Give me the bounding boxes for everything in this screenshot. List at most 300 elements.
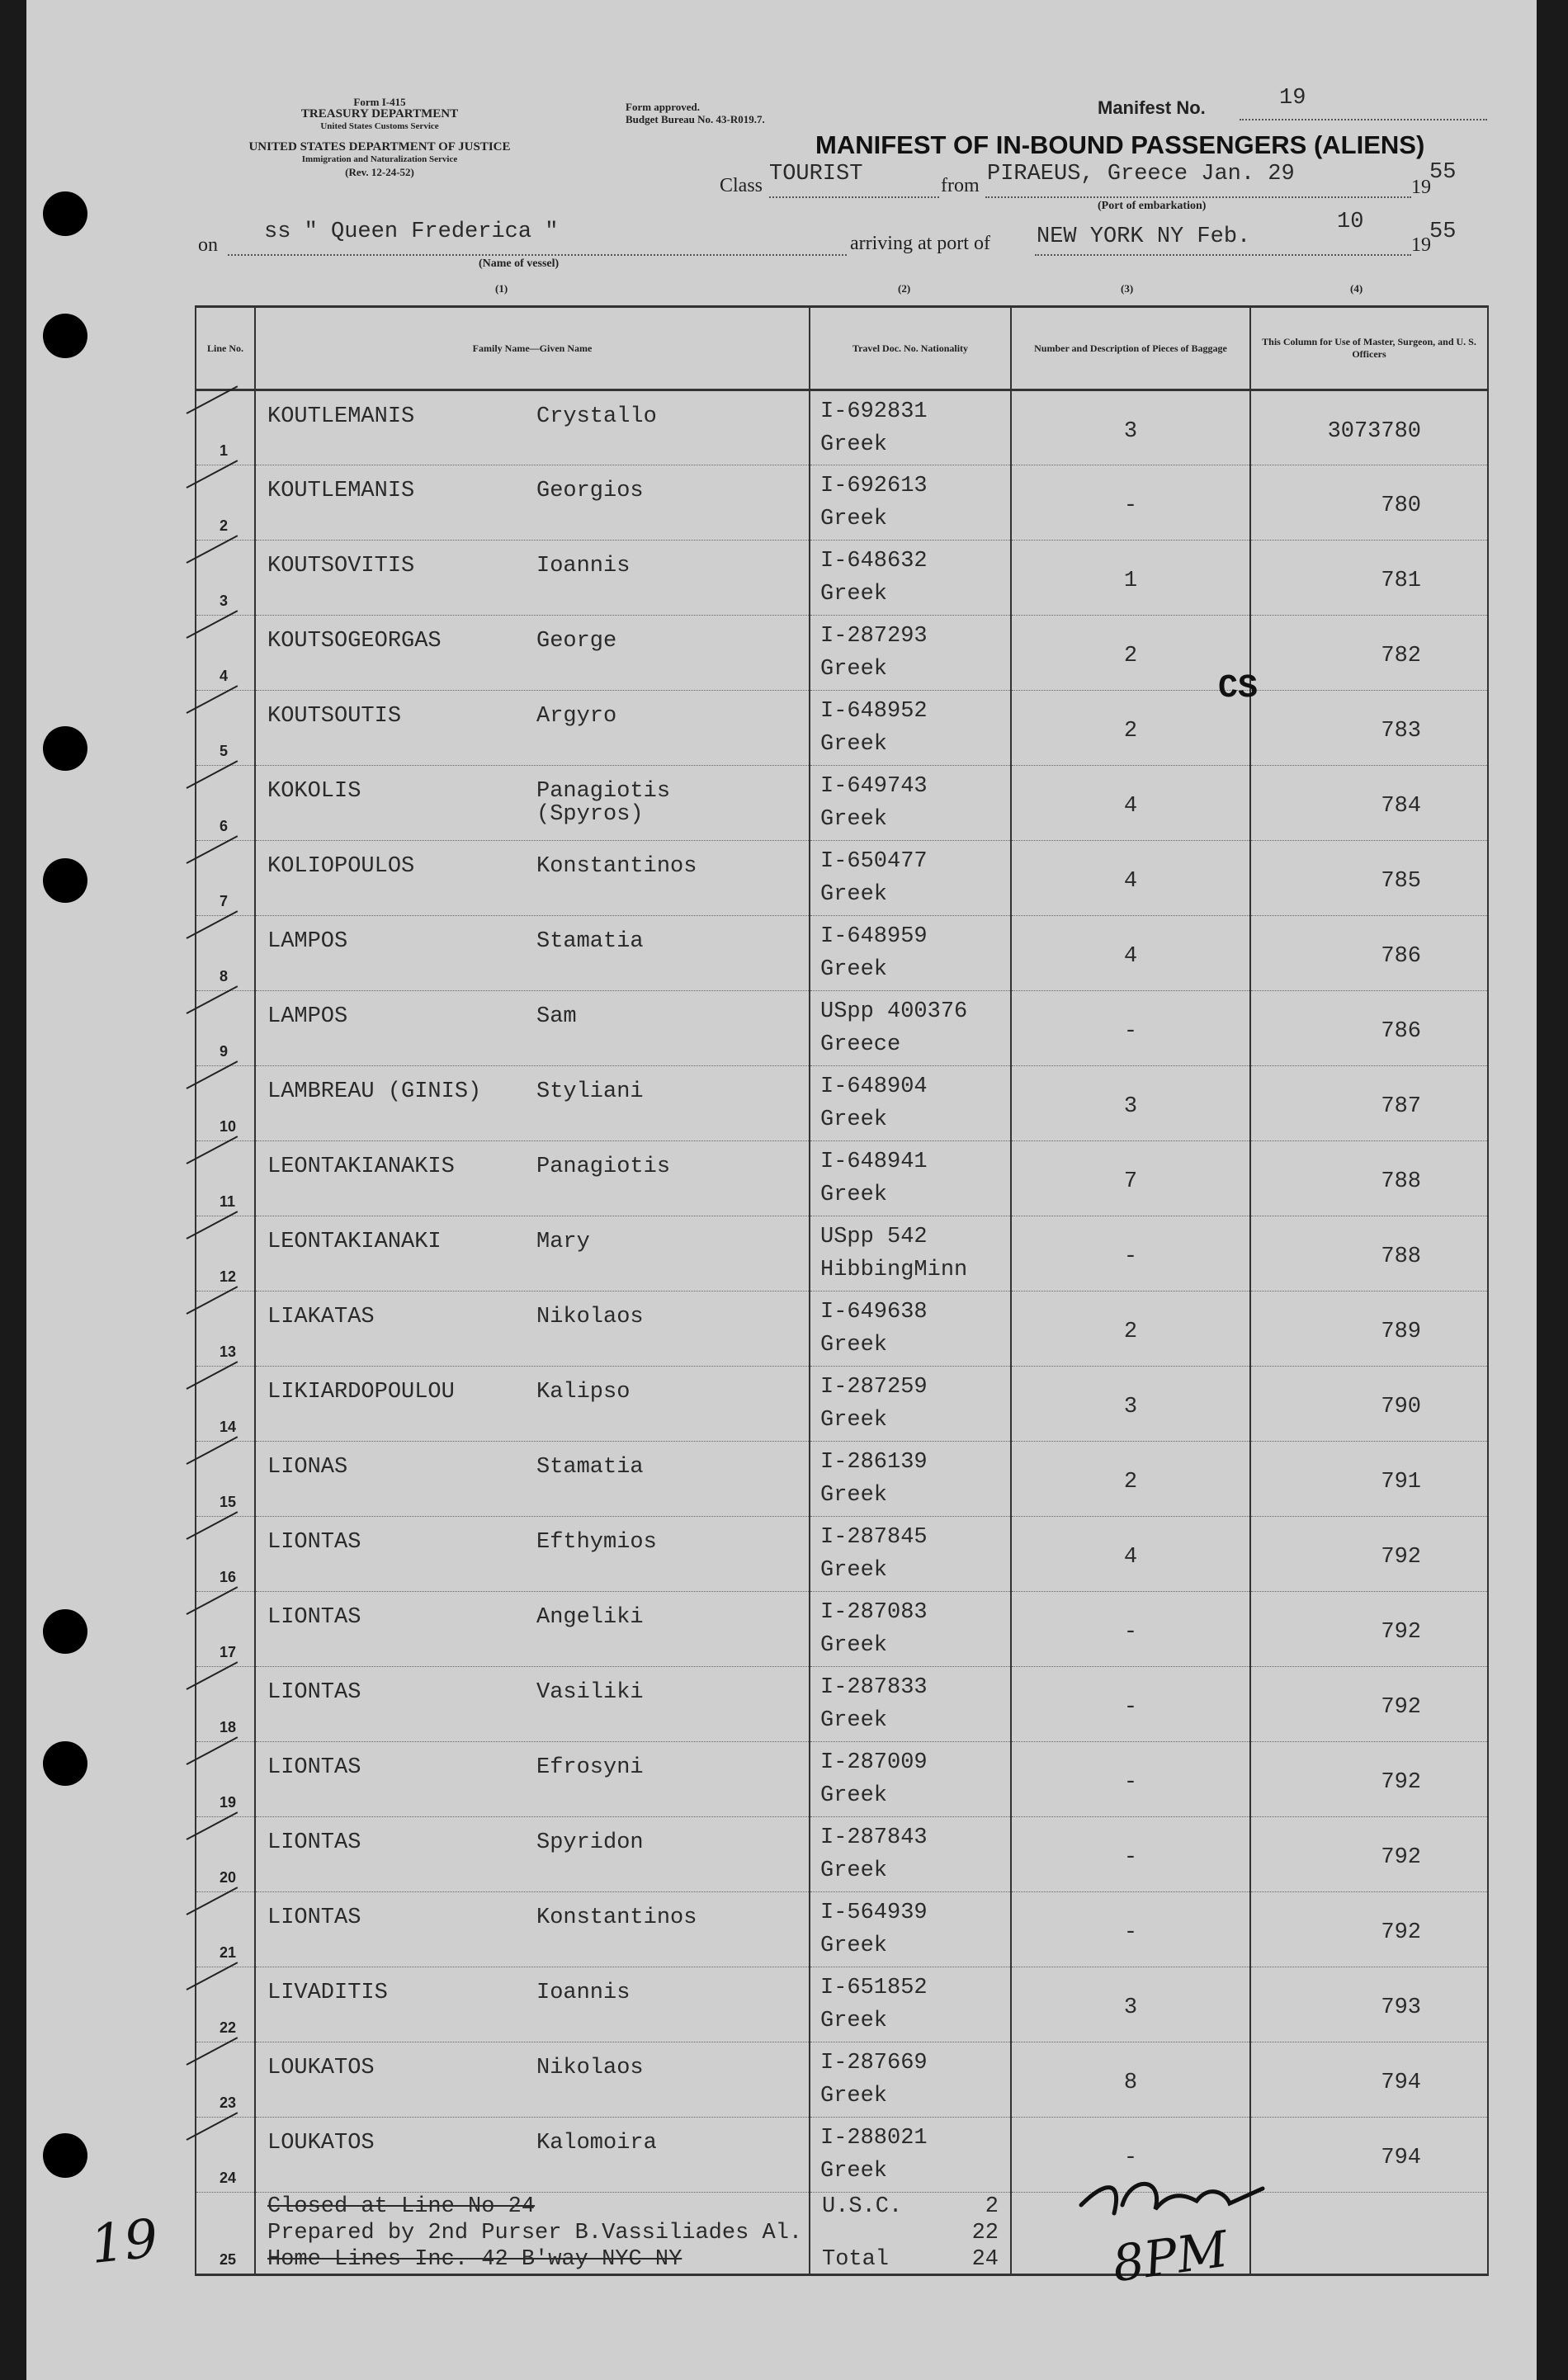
name-cell bbox=[255, 1742, 810, 1817]
doc-cell bbox=[810, 1667, 1011, 1742]
line-number: 8 bbox=[220, 968, 229, 985]
baggage-cell bbox=[1011, 1667, 1250, 1742]
on-label: on bbox=[198, 234, 218, 256]
doc-cell bbox=[810, 390, 1011, 465]
family-name: LOUKATOS bbox=[267, 2131, 375, 2156]
table-row bbox=[196, 1517, 1488, 1592]
baggage-cell bbox=[1011, 1066, 1250, 1141]
baggage-count: - bbox=[1123, 1695, 1138, 1720]
table-row bbox=[196, 2118, 1488, 2193]
officer-cell bbox=[1250, 390, 1488, 465]
given-name: Sam bbox=[536, 1004, 577, 1029]
line-cell bbox=[196, 2042, 255, 2118]
form-approved: Form approved. bbox=[626, 101, 701, 113]
vessel-caption: (Name of vessel) bbox=[479, 257, 560, 270]
line-cell bbox=[196, 541, 255, 616]
given-name: George bbox=[536, 629, 617, 654]
line-cell bbox=[196, 1892, 255, 1967]
line-number: 24 bbox=[220, 2170, 237, 2186]
family-name: LEONTAKIANAKI bbox=[267, 1230, 442, 1254]
line-number: 9 bbox=[220, 1043, 229, 1060]
travel-doc-number: I-286139 bbox=[820, 1450, 928, 1475]
officer-cell bbox=[1250, 1066, 1488, 1141]
travel-doc-number: I-692613 bbox=[820, 474, 928, 498]
travel-doc-number: I-287845 bbox=[820, 1525, 928, 1550]
table-row bbox=[196, 1592, 1488, 1667]
name-cell bbox=[255, 841, 810, 916]
baggage-cell bbox=[1011, 991, 1250, 1066]
doc-cell bbox=[810, 916, 1011, 991]
nationality: Greek bbox=[820, 807, 888, 832]
baggage-count: 7 bbox=[1123, 1169, 1138, 1194]
class-value: TOURIST bbox=[769, 162, 863, 187]
col-num-4: (4) bbox=[1350, 282, 1363, 295]
travel-doc-number: USpp 542 bbox=[820, 1225, 928, 1249]
punch-hole bbox=[43, 1609, 87, 1654]
baggage-count: 3 bbox=[1123, 1094, 1138, 1119]
travel-doc-number: I-287259 bbox=[820, 1375, 928, 1400]
from-value: PIRAEUS, Greece Jan. 29 bbox=[987, 162, 1295, 187]
nationality: Greek bbox=[820, 732, 888, 757]
given-name: Nikolaos bbox=[536, 1305, 644, 1329]
baggage-count: - bbox=[1123, 1770, 1138, 1795]
officer-number: 789 bbox=[1381, 1320, 1421, 1344]
line-number: 17 bbox=[220, 1644, 237, 1660]
family-name: KOUTSOVITIS bbox=[267, 554, 415, 578]
doc-cell bbox=[810, 1216, 1011, 1292]
line-number: 21 bbox=[220, 1944, 237, 1961]
officer-number: 784 bbox=[1381, 794, 1421, 819]
doc-cell bbox=[810, 1742, 1011, 1817]
line-cell bbox=[196, 1667, 255, 1742]
family-name: LIONTAS bbox=[267, 1530, 361, 1555]
table-row bbox=[196, 841, 1488, 916]
line-cell bbox=[196, 2193, 255, 2275]
nationality: Greek bbox=[820, 2084, 888, 2108]
baggage-count: - bbox=[1123, 1244, 1138, 1269]
name-cell bbox=[255, 2118, 810, 2193]
budget-bureau: Budget Bureau No. 43-R019.7. bbox=[626, 113, 765, 125]
nationality: Greek bbox=[820, 1934, 888, 1958]
travel-doc-number: I-287833 bbox=[820, 1675, 928, 1700]
form-number: Form I-415 bbox=[353, 96, 406, 108]
line-cell bbox=[196, 766, 255, 841]
name-cell bbox=[255, 465, 810, 541]
doc-cell bbox=[810, 991, 1011, 1066]
officer-number: 792 bbox=[1381, 1620, 1421, 1645]
table-row bbox=[196, 1442, 1488, 1517]
travel-doc-number: USpp 400376 bbox=[820, 999, 968, 1024]
nationality: Greek bbox=[820, 657, 888, 682]
travel-doc-number: I-287009 bbox=[820, 1750, 928, 1775]
officer-cell bbox=[1250, 2042, 1488, 2118]
doc-cell bbox=[810, 541, 1011, 616]
justice-dept: UNITED STATES DEPARTMENT OF JUSTICE bbox=[248, 140, 511, 153]
officer-cell bbox=[1250, 691, 1488, 766]
line-cell bbox=[196, 390, 255, 465]
officer-number: 794 bbox=[1381, 2071, 1421, 2095]
table-body bbox=[196, 390, 1488, 2275]
travel-doc-number: I-287843 bbox=[820, 1825, 928, 1850]
line-number: 23 bbox=[220, 2094, 237, 2111]
nationality: Greek bbox=[820, 1708, 888, 1733]
line-number: 19 bbox=[220, 1794, 237, 1811]
line-cell bbox=[196, 465, 255, 541]
officer-number: 792 bbox=[1381, 1845, 1421, 1870]
line-cell bbox=[196, 1742, 255, 1817]
officer-cell bbox=[1250, 2118, 1488, 2193]
doc-cell bbox=[810, 1967, 1011, 2042]
name-cell bbox=[255, 1066, 810, 1141]
family-name: LIKIARDOPOULOU bbox=[267, 1380, 455, 1405]
approval-block bbox=[626, 101, 765, 125]
nationality: Greek bbox=[820, 1783, 888, 1808]
name-cell bbox=[255, 1817, 810, 1892]
given-name: Panagiotis bbox=[536, 779, 671, 804]
table-row bbox=[196, 1066, 1488, 1141]
officer-number: 786 bbox=[1381, 1019, 1421, 1044]
arriving-label: arriving at port of bbox=[850, 233, 990, 254]
manifest-title: MANIFEST OF IN-BOUND PASSENGERS (ALIENS) bbox=[815, 130, 1425, 159]
travel-doc-number: I-649743 bbox=[820, 774, 928, 799]
col-num-3: (3) bbox=[1121, 282, 1134, 295]
officer-cell bbox=[1250, 1517, 1488, 1592]
col-header-name: Family Name—Given Name bbox=[255, 307, 810, 390]
family-name: LAMBREAU (GINIS) bbox=[267, 1079, 482, 1104]
table-header-row bbox=[196, 307, 1488, 390]
travel-doc-number: I-287083 bbox=[820, 1600, 928, 1625]
given-name: Stamatia bbox=[536, 929, 644, 954]
manifest-no-label: Manifest No. bbox=[1098, 97, 1206, 118]
name-cell bbox=[255, 541, 810, 616]
baggage-cell bbox=[1011, 616, 1250, 691]
line-cell bbox=[196, 1442, 255, 1517]
baggage-count: - bbox=[1123, 1019, 1138, 1044]
name-cell bbox=[255, 1367, 810, 1442]
name-cell bbox=[255, 691, 810, 766]
family-name: LIONTAS bbox=[267, 1605, 361, 1630]
given-name: Efrosyni bbox=[536, 1755, 644, 1780]
baggage-cell bbox=[1011, 1892, 1250, 1967]
nationality: Greek bbox=[820, 1107, 888, 1132]
port-embark-caption: (Port of embarkation) bbox=[1098, 200, 1207, 212]
baggage-count: 8 bbox=[1123, 2071, 1138, 2095]
name-cell bbox=[255, 1892, 810, 1967]
given-name: Kalipso bbox=[536, 1380, 631, 1405]
given-name: Nikolaos bbox=[536, 2056, 644, 2080]
col-header-officers: This Column for Use of Master, Surgeon, and U. S. Officers bbox=[1250, 307, 1488, 390]
name-cell bbox=[255, 1216, 810, 1292]
nationality: Greek bbox=[820, 1483, 888, 1508]
closed-note: Closed at Line No 24 bbox=[267, 2194, 536, 2219]
officer-cell bbox=[1250, 1141, 1488, 1216]
punch-hole bbox=[43, 2133, 87, 2178]
officer-cell bbox=[1250, 991, 1488, 1066]
nationality: Greek bbox=[820, 1633, 888, 1658]
line-cell bbox=[196, 991, 255, 1066]
baggage-count: 2 bbox=[1123, 719, 1138, 744]
family-name: LAMPOS bbox=[267, 1004, 348, 1029]
officer-cell bbox=[1250, 1216, 1488, 1292]
officer-cell bbox=[1250, 1892, 1488, 1967]
officer-cell bbox=[1250, 841, 1488, 916]
footer-row bbox=[196, 2193, 1488, 2275]
family-name: KOLIOPOULOS bbox=[267, 854, 415, 879]
officer-number: 3073780 bbox=[1327, 419, 1421, 444]
page-number-handwritten: 19 bbox=[87, 2208, 162, 2277]
baggage-cell bbox=[1011, 390, 1250, 465]
line-cell bbox=[196, 916, 255, 991]
family-name: LIVADITIS bbox=[267, 1981, 388, 2005]
col-num-1: (1) bbox=[495, 282, 508, 295]
family-name: KOKOLIS bbox=[267, 779, 361, 804]
travel-doc-number: I-288021 bbox=[820, 2126, 928, 2151]
nationality: Greek bbox=[820, 1858, 888, 1883]
class-label: Class bbox=[720, 175, 763, 196]
table-row bbox=[196, 1367, 1488, 1442]
nationality: Greek bbox=[820, 2159, 888, 2184]
officer-number: 792 bbox=[1381, 1920, 1421, 1945]
doc-cell bbox=[810, 1817, 1011, 1892]
punch-hole bbox=[43, 726, 87, 771]
officer-cell bbox=[1250, 1742, 1488, 1817]
line-number: 16 bbox=[220, 1569, 237, 1585]
signature-time: 8PM bbox=[1108, 2220, 1232, 2294]
line-number: 12 bbox=[220, 1268, 237, 1285]
from-label: from bbox=[941, 175, 980, 196]
line-number: 6 bbox=[220, 818, 229, 834]
line-number: 2 bbox=[220, 517, 229, 534]
baggage-cell bbox=[1011, 2042, 1250, 2118]
col-header-doc: Travel Doc. No. Nationality bbox=[810, 307, 1011, 390]
baggage-cell bbox=[1011, 1817, 1250, 1892]
baggage-cell bbox=[1011, 1592, 1250, 1667]
line-cell bbox=[196, 1517, 255, 1592]
line-number: 14 bbox=[220, 1419, 237, 1435]
baggage-count: 3 bbox=[1123, 1395, 1138, 1419]
line-cell bbox=[196, 1367, 255, 1442]
year-label: 19 bbox=[1411, 177, 1431, 198]
doc-cell bbox=[810, 1141, 1011, 1216]
cs-mark: CS bbox=[1218, 670, 1259, 707]
doc-cell bbox=[810, 766, 1011, 841]
family-name: KOUTLEMANIS bbox=[267, 404, 415, 429]
officer-number: 780 bbox=[1381, 493, 1421, 518]
passenger-table bbox=[195, 305, 1489, 2276]
line-number: 15 bbox=[220, 1494, 237, 1510]
travel-doc-number: I-287669 bbox=[820, 2051, 928, 2075]
given-name: Ioannis bbox=[536, 554, 631, 578]
officer-number: 788 bbox=[1381, 1169, 1421, 1194]
line-cell bbox=[196, 1592, 255, 1667]
officer-cell bbox=[1250, 465, 1488, 541]
nationality: Greek bbox=[820, 582, 888, 607]
arrive-year-label: 19 bbox=[1411, 234, 1431, 256]
officer-cell bbox=[1250, 1367, 1488, 1442]
doc-cell bbox=[810, 465, 1011, 541]
line-cell bbox=[196, 1292, 255, 1367]
family-name: LIONAS bbox=[267, 1455, 348, 1480]
line-number: 1 bbox=[220, 442, 229, 459]
travel-doc-number: I-650477 bbox=[820, 849, 928, 874]
ins-service: Immigration and Naturalization Service bbox=[301, 154, 458, 164]
travel-doc-number: I-564939 bbox=[820, 1901, 928, 1925]
revision: (Rev. 12-24-52) bbox=[345, 166, 414, 178]
col-header-baggage: Number and Description of Pieces of Baggage bbox=[1011, 307, 1250, 390]
baggage-cell bbox=[1011, 1742, 1250, 1817]
officer-number: 792 bbox=[1381, 1545, 1421, 1570]
baggage-count: - bbox=[1123, 1845, 1138, 1870]
line-cell bbox=[196, 1817, 255, 1892]
family-name: KOUTSOGEORGAS bbox=[267, 629, 442, 654]
treasury-dept: TREASURY DEPARTMENT bbox=[300, 107, 459, 120]
customs-service: United States Customs Service bbox=[320, 121, 439, 131]
arriving-value: NEW YORK NY Feb. bbox=[1037, 224, 1251, 249]
name-cell bbox=[255, 2042, 810, 2118]
line-number: 5 bbox=[220, 743, 229, 759]
given-name: Mary bbox=[536, 1230, 590, 1254]
nationality: Greek bbox=[820, 1333, 888, 1358]
family-name: LIONTAS bbox=[267, 1830, 361, 1855]
table-row bbox=[196, 691, 1488, 766]
family-name: LIONTAS bbox=[267, 1905, 361, 1930]
officer-signature bbox=[1073, 2172, 1271, 2230]
table-row bbox=[196, 1967, 1488, 2042]
given-name: Ioannis bbox=[536, 1981, 631, 2005]
travel-doc-number: I-648952 bbox=[820, 699, 928, 724]
line-number: 4 bbox=[220, 668, 229, 684]
given-name: Styliani bbox=[536, 1079, 644, 1104]
baggage-count: 3 bbox=[1123, 419, 1138, 444]
name-cell bbox=[255, 390, 810, 465]
family-name: KOUTSOUTIS bbox=[267, 704, 402, 729]
name-cell bbox=[255, 1592, 810, 1667]
col-num-2: (2) bbox=[898, 282, 911, 295]
line-cell bbox=[196, 841, 255, 916]
baggage-cell bbox=[1011, 766, 1250, 841]
nationality: Greek bbox=[820, 2009, 888, 2033]
table-row bbox=[196, 991, 1488, 1066]
officer-cell bbox=[1250, 916, 1488, 991]
name-cell bbox=[255, 916, 810, 991]
officer-cell bbox=[1250, 766, 1488, 841]
officer-number: 788 bbox=[1381, 1244, 1421, 1269]
name-cell bbox=[255, 1517, 810, 1592]
nationality: Greek bbox=[820, 1183, 888, 1207]
given-name: Efthymios bbox=[536, 1530, 657, 1555]
officer-number: 785 bbox=[1381, 869, 1421, 894]
baggage-cell bbox=[1011, 1367, 1250, 1442]
table-row bbox=[196, 616, 1488, 691]
baggage-cell bbox=[1011, 1141, 1250, 1216]
doc-cell bbox=[810, 1517, 1011, 1592]
baggage-cell bbox=[1011, 1517, 1250, 1592]
baggage-cell bbox=[1011, 916, 1250, 991]
line-number: 10 bbox=[220, 1118, 237, 1135]
baggage-count: 3 bbox=[1123, 1995, 1138, 2020]
officer-number: 792 bbox=[1381, 1695, 1421, 1720]
name-cell bbox=[255, 616, 810, 691]
officer-cell bbox=[1250, 1817, 1488, 1892]
baggage-cell bbox=[1011, 1442, 1250, 1517]
officer-cell bbox=[1250, 1667, 1488, 1742]
table-row bbox=[196, 1892, 1488, 1967]
nationality: Greek bbox=[820, 432, 888, 457]
baggage-count: 2 bbox=[1123, 1320, 1138, 1344]
baggage-cell bbox=[1011, 541, 1250, 616]
line-cell bbox=[196, 1141, 255, 1216]
family-name: LIONTAS bbox=[267, 1680, 361, 1705]
nationality: Greece bbox=[820, 1032, 901, 1057]
officer-number: 793 bbox=[1381, 1995, 1421, 2020]
line-number: 22 bbox=[220, 2019, 237, 2036]
officer-cell bbox=[1250, 1592, 1488, 1667]
year-value: 55 bbox=[1429, 160, 1457, 185]
nationality: Greek bbox=[820, 1408, 888, 1433]
officer-number: 791 bbox=[1381, 1470, 1421, 1495]
given-name: Stamatia bbox=[536, 1455, 644, 1480]
nationality: Greek bbox=[820, 882, 888, 907]
given-name: Konstantinos bbox=[536, 1905, 697, 1930]
line-number: 7 bbox=[220, 893, 229, 909]
travel-doc-number: I-648959 bbox=[820, 924, 928, 949]
doc-cell bbox=[810, 2042, 1011, 2118]
doc-cell bbox=[810, 1066, 1011, 1141]
doc-cell bbox=[810, 1592, 1011, 1667]
baggage-cell bbox=[1011, 841, 1250, 916]
line-cell bbox=[196, 1967, 255, 2042]
table-row bbox=[196, 1292, 1488, 1367]
officer-number: 787 bbox=[1381, 1094, 1421, 1119]
given-name: Argyro bbox=[536, 704, 617, 729]
officer-cell bbox=[1250, 2193, 1488, 2275]
officer-number: 781 bbox=[1381, 569, 1421, 593]
baggage-count: 4 bbox=[1123, 1545, 1138, 1570]
usc-count: 2 bbox=[985, 2194, 999, 2219]
family-name: LAMPOS bbox=[267, 929, 348, 954]
total-count: 24 bbox=[971, 2247, 999, 2272]
baggage-count: 1 bbox=[1123, 569, 1138, 593]
baggage-count: 2 bbox=[1123, 644, 1138, 668]
table-row bbox=[196, 1141, 1488, 1216]
al-count: 22 bbox=[971, 2221, 999, 2245]
name-cell bbox=[255, 1967, 810, 2042]
baggage-count: - bbox=[1123, 1920, 1138, 1945]
table-row bbox=[196, 1817, 1488, 1892]
baggage-count: - bbox=[1123, 493, 1138, 518]
baggage-count: 4 bbox=[1123, 869, 1138, 894]
officer-number: 782 bbox=[1381, 644, 1421, 668]
nationality: Greek bbox=[820, 1558, 888, 1583]
prepared-by-note: Prepared by 2nd Purser B.Vassiliades Al. bbox=[267, 2221, 803, 2245]
travel-doc-number: I-287293 bbox=[820, 624, 928, 649]
line-cell bbox=[196, 1066, 255, 1141]
given-name: Crystallo bbox=[536, 404, 657, 429]
table-row bbox=[196, 465, 1488, 541]
travel-doc-number: I-692831 bbox=[820, 399, 928, 424]
usc-label: U.S.C. bbox=[822, 2194, 903, 2219]
baggage-cell bbox=[1011, 1292, 1250, 1367]
vessel-value: ss " Queen Frederica " bbox=[264, 220, 559, 244]
table-row bbox=[196, 766, 1488, 841]
table-row bbox=[196, 390, 1488, 465]
family-name: LIAKATAS bbox=[267, 1305, 375, 1329]
baggage-cell bbox=[1011, 691, 1250, 766]
officer-number: 794 bbox=[1381, 2146, 1421, 2170]
doc-cell bbox=[810, 841, 1011, 916]
line-number: 13 bbox=[220, 1343, 237, 1360]
doc-cell bbox=[810, 616, 1011, 691]
